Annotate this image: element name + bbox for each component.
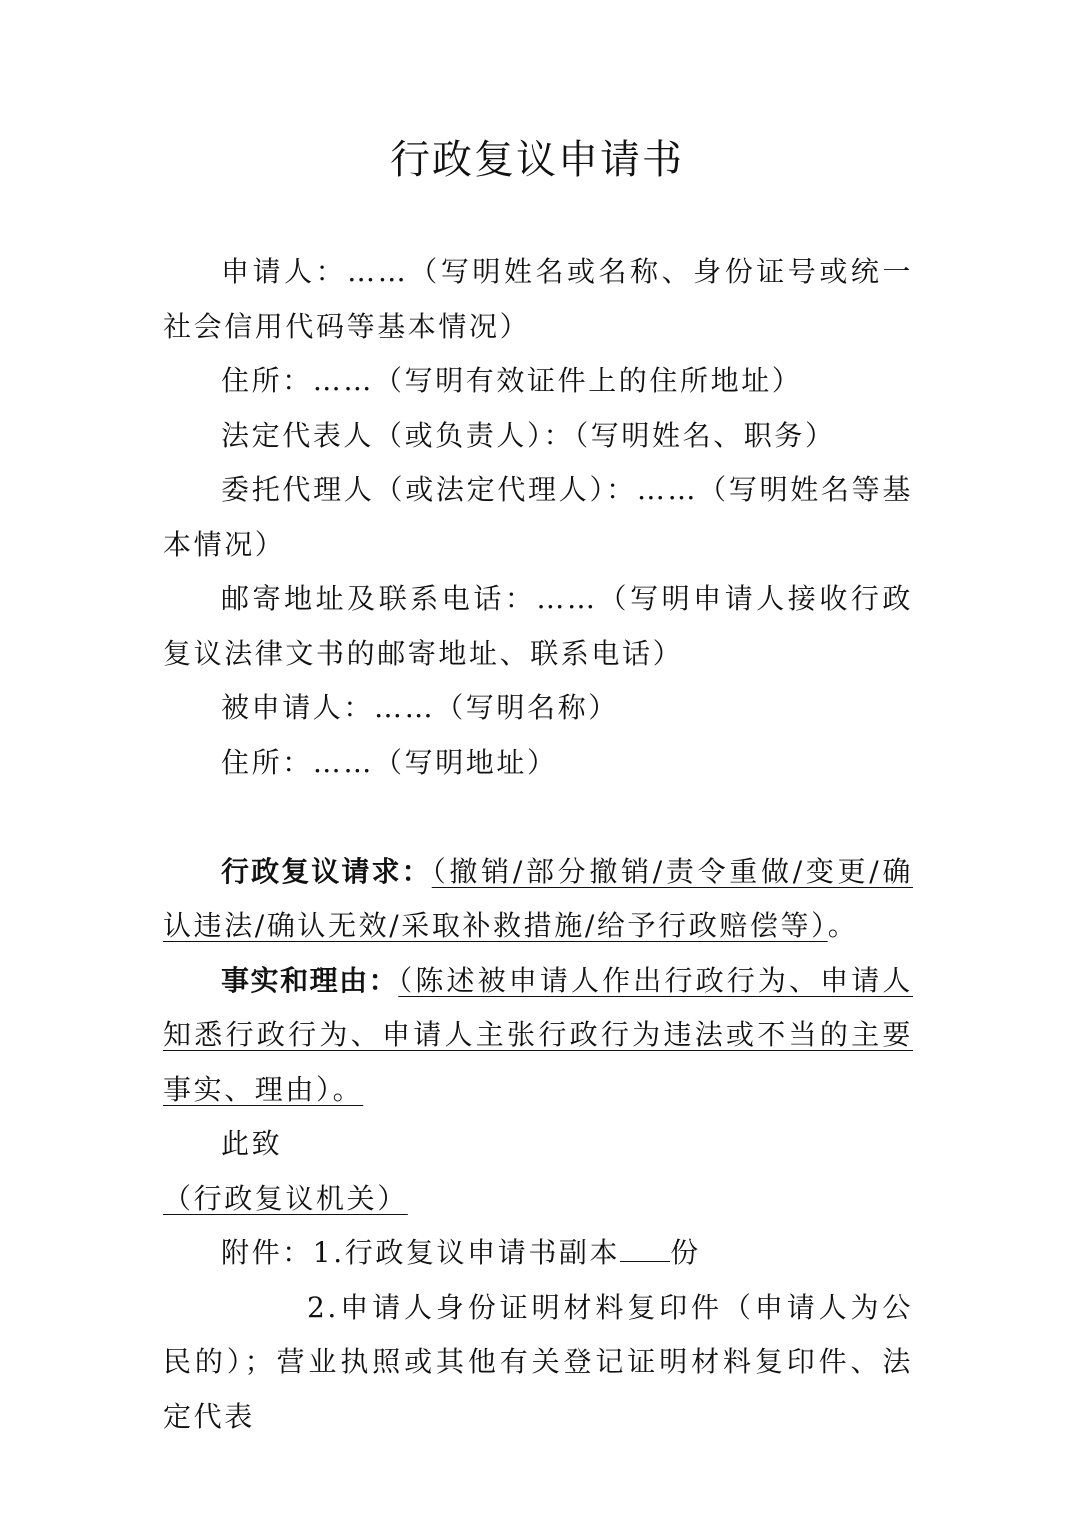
authority-name: （行政复议机关）	[163, 1181, 408, 1215]
facts-paragraph	[163, 954, 913, 1118]
contact-paragraph: 邮寄地址及联系电话：……（写明申请人接收行政复议法律文书的邮寄地址、联系电话）	[163, 582, 913, 670]
request-label: 行政复议请求：	[221, 854, 432, 888]
salutation: 此致	[221, 1127, 283, 1160]
applicant-address-paragraph: 住所：……（写明有效证件上的住所地址）	[221, 364, 803, 397]
attachment-1-suffix: 份	[670, 1236, 701, 1269]
request-content: （撤销/部分撤销/责令重做/变更/确认违法/确认无效/采取补救措施/给予行政赔偿等）	[163, 854, 913, 942]
document-title: 行政复议申请书	[390, 137, 684, 183]
legal-representative-paragraph: 法定代表人（或负责人）：（写明姓名、职务）	[221, 418, 836, 452]
applicant-paragraph: 申请人：……（写明姓名或名称、身份证号或统一社会信用代码等基本情况）	[163, 255, 913, 343]
agent-paragraph: 委托代理人（或法定代理人）：……（写明姓名等基本情况）	[163, 473, 913, 561]
attachment-2: 2.申请人身份证明材料复印件（申请人为公民的）；营业执照或其他有关登记证明材料复印件、法定代表	[163, 1290, 913, 1433]
respondent-address-paragraph: 住所：……（写明地址）	[221, 745, 558, 779]
respondent-paragraph: 被申请人：……（写明名称）	[221, 691, 619, 724]
facts-label: 事实和理由：	[221, 963, 399, 997]
blank-line	[163, 790, 913, 845]
facts-content: （陈述被申请人作出行政行为、申请人知悉行政行为、申请人主张行政行为违法或不当的主要事实、理由）。	[163, 963, 913, 1106]
copies-blank	[620, 1239, 670, 1262]
attachment-1	[163, 1226, 913, 1281]
request-paragraph	[163, 845, 913, 954]
attachment-1-prefix: 附件：1.行政复议申请书副本	[221, 1236, 621, 1269]
request-end: 。	[827, 909, 859, 942]
authority-line	[163, 1172, 913, 1227]
document-body	[163, 245, 913, 1444]
